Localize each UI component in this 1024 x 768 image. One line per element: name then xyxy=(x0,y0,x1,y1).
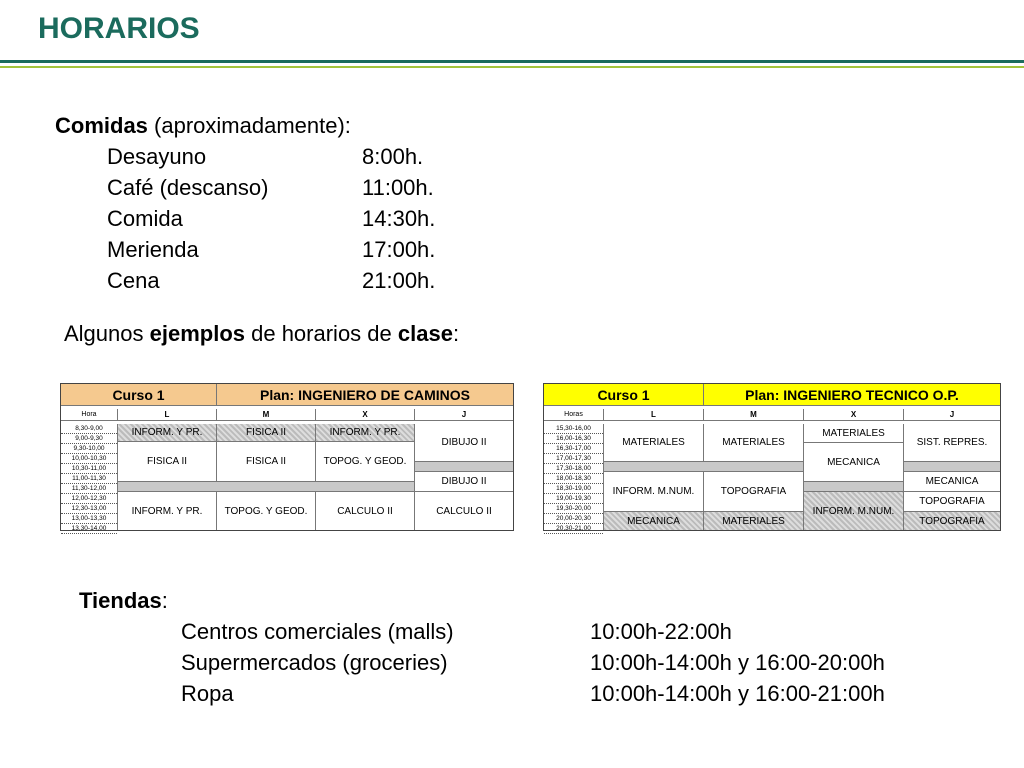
hour-slot: 12,00-12,30 xyxy=(61,494,117,504)
hour-slot: 20,00-20,30 xyxy=(544,514,603,524)
break-cell xyxy=(604,462,804,472)
hour-slot: 10,00-10,30 xyxy=(61,454,117,464)
class-cell: DIBUJO II xyxy=(415,472,513,492)
day-header-j: J xyxy=(904,409,1000,421)
day-header-j: J xyxy=(415,409,513,421)
class-cell: DIBUJO II xyxy=(415,424,513,462)
hour-slot: 13,30-14,00 xyxy=(61,524,117,534)
break-cell xyxy=(904,462,1000,472)
hour-slot: 10,30-11,00 xyxy=(61,464,117,474)
meal-time: 17:00h. xyxy=(362,237,436,262)
meal-time: 21:00h. xyxy=(362,268,436,293)
day-header-l: L xyxy=(118,409,217,421)
meal-time: 14:30h. xyxy=(362,206,436,231)
class-cell: FISICA II xyxy=(217,442,316,482)
shop-hours: 10:00h-14:00h y 16:00-21:00h xyxy=(590,681,885,706)
break-cell xyxy=(118,482,415,492)
meal-time: 11:00h. xyxy=(362,175,434,200)
hour-slot: 9,00-9,30 xyxy=(61,434,117,444)
meal-name: Desayuno xyxy=(107,144,207,169)
shops-heading-bold: Tiendas xyxy=(79,588,162,613)
hour-slot: 17,00-17,30 xyxy=(544,454,603,464)
hour-slot: 15,30-16,00 xyxy=(544,424,603,434)
day-header-m: M xyxy=(704,409,804,421)
title-divider-green xyxy=(0,66,1024,68)
plan-label: Plan: INGENIERO TECNICO O.P. xyxy=(704,384,1000,406)
class-cell: MECANICA xyxy=(804,443,904,482)
day-header-m: M xyxy=(217,409,316,421)
class-cell: CALCULO II xyxy=(436,505,492,517)
shop-type: Centros comerciales (malls) xyxy=(181,619,454,644)
class-cell: MATERIALES xyxy=(604,424,704,462)
shop-hours: 10:00h-14:00h y 16:00-20:00h xyxy=(590,650,885,675)
hour-slot: 18,00-18,30 xyxy=(544,474,603,484)
hour-slot: 11,30-12,00 xyxy=(61,484,117,494)
class-cell: TOPOG. Y GEOD. xyxy=(217,492,316,530)
shop-type: Ropa xyxy=(181,681,234,706)
hour-slot: 9,30-10,00 xyxy=(61,444,117,454)
hour-slot: 13,00-13,30 xyxy=(61,514,117,524)
class-cell: FISICA II xyxy=(118,442,217,482)
shops-heading xyxy=(79,585,168,616)
shop-type: Supermercados (groceries) xyxy=(181,650,448,675)
class-cell: INFORM. Y PR. xyxy=(118,424,217,442)
hour-slot: 16,30-17,00 xyxy=(544,444,603,454)
examples-bold-1: ejemplos xyxy=(149,321,245,346)
day-header-x: X xyxy=(804,409,904,421)
day-header-l: L xyxy=(604,409,704,421)
page-title: HORARIOS xyxy=(38,12,200,45)
meals-heading xyxy=(55,110,351,141)
class-cell: MATERIALES xyxy=(804,424,904,443)
hour-slot: 16,00-16,30 xyxy=(544,434,603,444)
break-cell xyxy=(415,462,513,472)
course-label: Curso 1 xyxy=(61,384,217,406)
hour-slot: 19,30-20,00 xyxy=(544,504,603,514)
examples-text-2: de horarios de xyxy=(245,321,398,346)
meal-name: Café (descanso) xyxy=(107,175,269,200)
class-cell: MECANICA xyxy=(604,512,704,530)
hour-slot: 19,00-19,30 xyxy=(544,494,603,504)
meal-name: Comida xyxy=(107,206,183,231)
shop-hours: 10:00h-22:00h xyxy=(590,619,732,644)
class-cell: MECANICA xyxy=(904,472,1000,492)
class-cell: TOPOGRAFIA xyxy=(704,472,804,512)
class-cell: TOPOG. Y GEOD. xyxy=(316,442,415,482)
plan-label: Plan: INGENIERO DE CAMINOS xyxy=(217,384,513,406)
class-cell: CALCULO II xyxy=(316,492,415,530)
class-cell: INFORM. Y PR. xyxy=(118,492,217,530)
hour-slots xyxy=(61,424,118,530)
hour-column-header: Horas xyxy=(544,409,604,421)
class-cell: FISICA II xyxy=(217,424,316,442)
examples-text-1: Algunos xyxy=(64,321,150,346)
class-cell: MATERIALES xyxy=(704,512,804,530)
examples-bold-2: clase xyxy=(397,321,453,346)
examples-line xyxy=(64,318,459,349)
shops-heading-rest: : xyxy=(161,588,168,613)
class-cell: INFORM. Y PR. xyxy=(316,424,415,442)
class-cell: INFORM. M.NUM. xyxy=(804,492,904,530)
hour-slot: 8,30-9,00 xyxy=(61,424,117,434)
hour-slot: 12,30-13,00 xyxy=(61,504,117,514)
class-cell: TOPOGRAFIA xyxy=(904,492,1000,512)
hour-column-header: Hora xyxy=(61,409,118,421)
break-cell xyxy=(804,482,904,492)
examples-text-3: : xyxy=(452,321,460,346)
meal-time: 8:00h. xyxy=(362,144,424,169)
meal-name: Cena xyxy=(107,268,160,293)
hour-slots xyxy=(544,424,604,530)
day-header-x: X xyxy=(316,409,415,421)
hour-slot: 18,30-19,00 xyxy=(544,484,603,494)
hour-slot: 11,00-11,30 xyxy=(61,474,117,484)
meals-heading-rest: (aproximadamente): xyxy=(147,113,351,138)
class-cell: TOPOGRAFIA xyxy=(904,512,1000,530)
title-divider-teal xyxy=(0,60,1024,63)
meals-heading-bold: Comidas xyxy=(55,113,148,138)
class-cell: INFORM. M.NUM. xyxy=(604,472,704,512)
meal-name: Merienda xyxy=(107,237,199,262)
timetable-tecnico xyxy=(543,383,1001,531)
class-cell: SIST. REPRES. xyxy=(904,424,1000,462)
class-cell: MATERIALES xyxy=(704,424,804,462)
hour-slot: 17,30-18,00 xyxy=(544,464,603,474)
course-label: Curso 1 xyxy=(544,384,704,406)
hour-slot: 20,30-21,00 xyxy=(544,524,603,534)
timetable-caminos xyxy=(60,383,514,531)
